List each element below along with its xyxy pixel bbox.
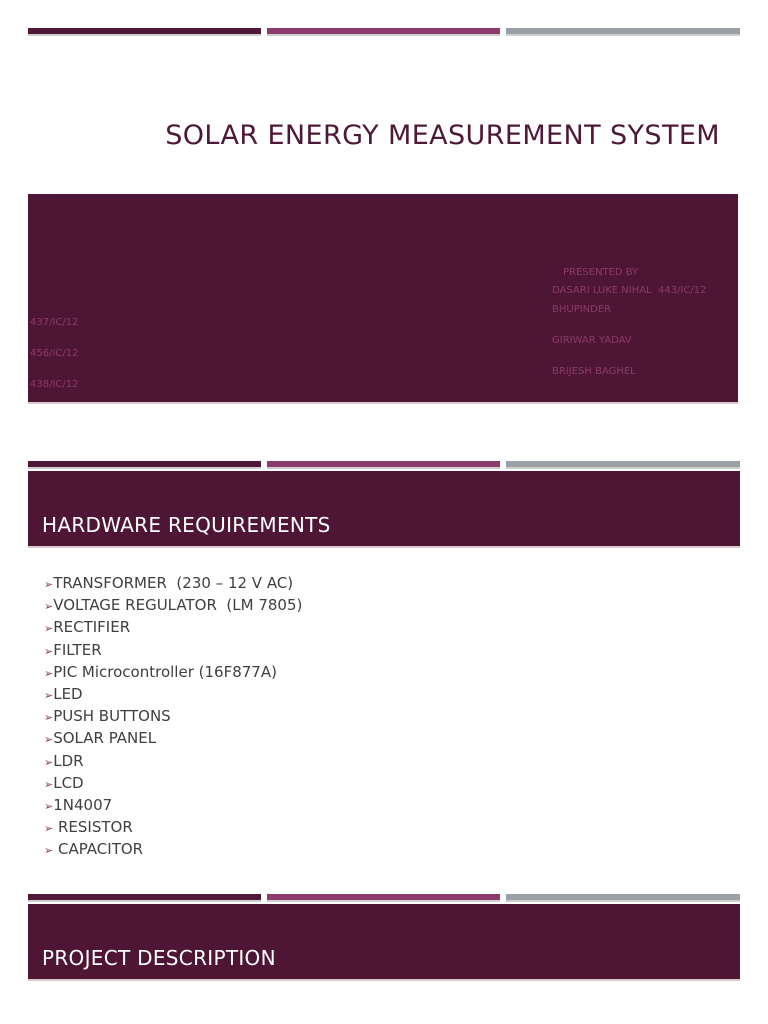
list-item: ➢TRANSFORMER (230 – 12 V AC) <box>44 574 294 592</box>
list-item: ➢RECTIFIER <box>44 618 131 637</box>
presented-by-label: PRESENTED BY <box>563 267 639 278</box>
bar-mid <box>267 461 500 467</box>
bar-dark <box>28 461 261 467</box>
presenter-line-3: GIRIWAR YADAV <box>552 335 632 346</box>
project-description-heading: PROJECT DESCRIPTION <box>42 946 276 970</box>
arrow-bullet-icon: ➢ <box>44 711 54 725</box>
bar-mid <box>267 28 500 34</box>
arrow-bullet-icon: ➢ <box>44 777 54 791</box>
presenter-line-1: DASARI LUKE NIHAL 443/IC/12 <box>552 285 707 296</box>
arrow-bullet-icon: ➢ <box>44 755 54 769</box>
slide-title: SOLAR ENERGY MEASUREMENT SYSTEM <box>165 120 720 151</box>
list-item: ➢VOLTAGE REGULATOR (LM 7805) <box>44 596 303 615</box>
list-item: ➢1N4007 <box>44 795 113 814</box>
slide1-top-bars <box>28 28 740 36</box>
list-item: ➢LED <box>44 684 83 703</box>
bar-mid <box>267 894 500 900</box>
list-item: ➢FILTER <box>44 640 102 659</box>
arrow-bullet-icon: ➢ <box>44 644 54 658</box>
list-item: ➢ RESISTOR <box>44 818 133 837</box>
slide3-top-bars <box>28 894 740 902</box>
arrow-bullet-icon: ➢ <box>44 733 54 747</box>
roll-number-1: 437/IC/12 <box>30 317 79 328</box>
list-item: ➢PIC Microcontroller (16F877A) <box>44 662 277 681</box>
arrow-bullet-icon: ➢ <box>44 799 54 813</box>
bar-grey <box>506 894 740 900</box>
arrow-bullet-icon: ➢ <box>44 844 54 858</box>
bar-dark <box>28 28 261 34</box>
hardware-heading-box <box>28 471 740 548</box>
list-item: ➢LDR <box>44 751 84 770</box>
bar-dark <box>28 894 261 900</box>
bar-grey <box>506 461 740 467</box>
slide2-top-bars <box>28 461 740 469</box>
list-item: ➢ CAPACITOR <box>44 840 144 859</box>
presenter-line-4: BRIJESH BAGHEL <box>552 366 636 377</box>
project-description-heading-box <box>28 904 740 981</box>
presenters-box <box>28 194 738 404</box>
roll-number-2: 456/IC/12 <box>30 348 79 359</box>
list-item: ➢SOLAR PANEL <box>44 729 157 748</box>
presenter-line-2: BHUPINDER <box>552 304 612 315</box>
hardware-list <box>44 572 302 860</box>
arrow-bullet-icon: ➢ <box>44 622 54 636</box>
arrow-bullet-icon: ➢ <box>44 688 54 702</box>
arrow-bullet-icon: ➢ <box>44 822 54 836</box>
bar-grey <box>506 28 740 34</box>
hardware-heading: HARDWARE REQUIREMENTS <box>42 513 331 537</box>
arrow-bullet-icon: ➢ <box>44 578 54 591</box>
roll-number-3: 438/IC/12 <box>30 379 79 390</box>
arrow-bullet-icon: ➢ <box>44 666 54 680</box>
arrow-bullet-icon: ➢ <box>44 600 54 614</box>
list-item: ➢PUSH BUTTONS <box>44 707 171 726</box>
list-item: ➢LCD <box>44 773 84 792</box>
